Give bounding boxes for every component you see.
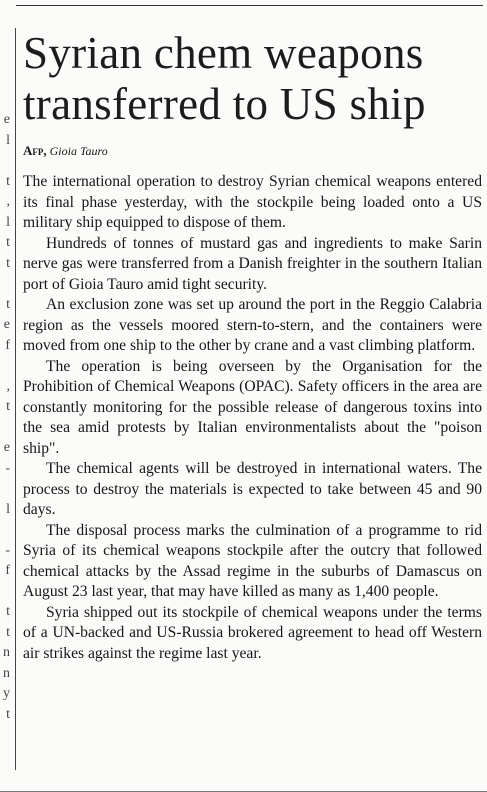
top-rule xyxy=(16,5,483,6)
adjacent-column-fragment: e l t , l t t t e f , t e - l - f t t n n y t xyxy=(3,112,10,722)
paragraph: The operation is being overseen by the Organisation for the Prohibition of Chemical Weapons (OPAC). Safety officers in the area are constantly monitoring for the possible release of dangerous toxins into the sea amid protests by Italian environmentalists about the "poison ship". xyxy=(23,357,482,457)
paragraph: Syria shipped out its stockpile of chemical weapons under the terms of a UN-backed and US-Russia brokered agreement to head off Western air strikes against the regime last year. xyxy=(23,603,482,662)
byline-location: Gioia Tauro xyxy=(49,144,108,158)
byline-agency: Afp, xyxy=(23,143,47,158)
byline xyxy=(23,143,482,159)
column-divider xyxy=(15,28,16,770)
paragraph: The disposal process marks the culmination of a programme to rid Syria of its chemical weapons stockpile after the outcry that followed chemical attacks by the Assad regime in the suburbs of Damascus on August 23 last year, that may have killed as many as 1,400 people. xyxy=(23,521,482,600)
paragraph: The chemical agents will be destroyed in international waters. The process to destroy the materials is expected to take between 45 and 90 days. xyxy=(23,460,482,518)
paragraph: Hundreds of tonnes of mustard gas and ingredients to make Sarin nerve gas were transferred from a Danish freighter in the southern Italian port of Gioia Tauro amid tight security. xyxy=(23,234,482,293)
paragraph: The international operation to destroy Syrian chemical weapons entered its final phase yesterday, with the stockpile being loaded onto a US military ship equipped to dispose of them. xyxy=(23,173,482,231)
article xyxy=(23,28,482,664)
headline: Syrian chem weapons transferred to US ship xyxy=(23,28,426,129)
article-body xyxy=(23,172,482,664)
paragraph: An exclusion zone was set up around the port in the Reggio Calabria region as the vessels moored stern-to-stern, and the containers were moved from one ship to the other by crane and a vast climbing platform. xyxy=(23,296,482,354)
